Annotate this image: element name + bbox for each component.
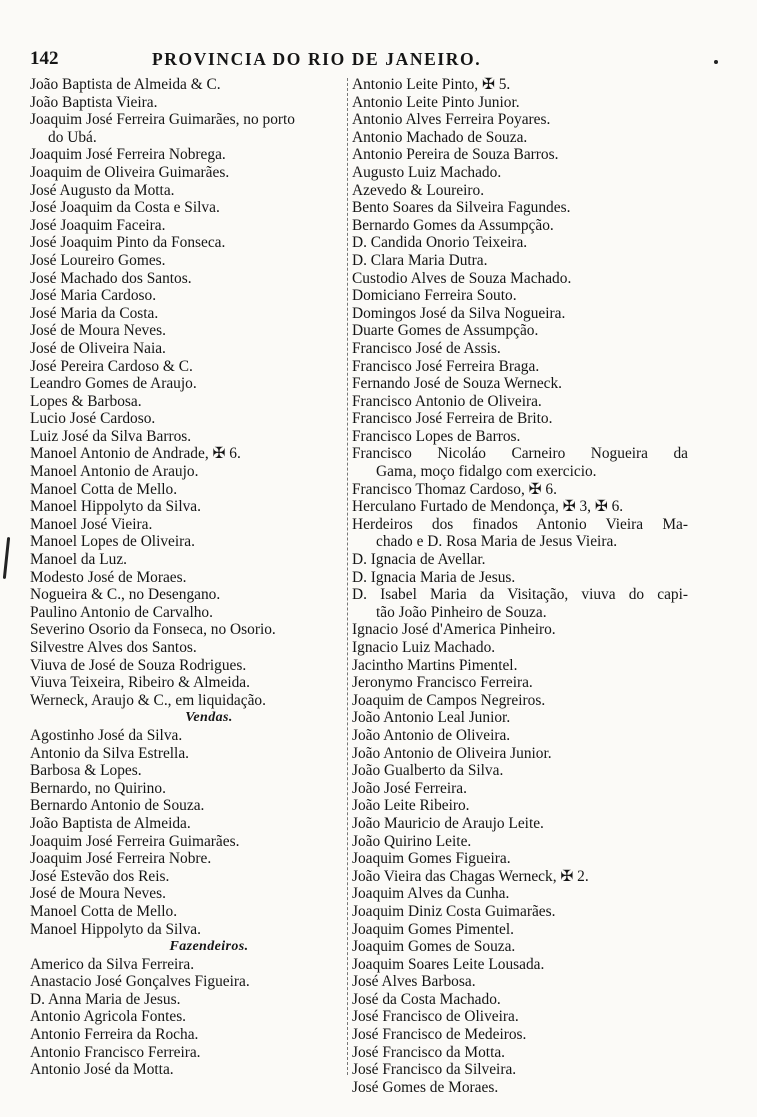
right-column bbox=[352, 76, 688, 1096]
right-column-entry: Bento Soares da Silveira Fagundes. bbox=[352, 199, 571, 217]
left-column-entry: Antonio Agricola Fontes. bbox=[30, 1008, 187, 1026]
left-column-entry: Barbosa & Lopes. bbox=[30, 762, 142, 780]
left-column-entry: José Joaquim Faceira. bbox=[30, 216, 166, 234]
left-column-entry: Agostinho José da Silva. bbox=[30, 726, 183, 744]
margin-ink-mark bbox=[3, 537, 10, 579]
left-column-entry: Paulino Antonio de Carvalho. bbox=[30, 603, 213, 621]
left-column-continuation-line: do Ubá. bbox=[48, 128, 97, 146]
left-column-entry: Manoel Hippolyto da Silva. bbox=[30, 920, 201, 938]
right-column-entry: Domiciano Ferreira Souto. bbox=[352, 287, 517, 305]
left-column-entry: Antonio da Silva Estrella. bbox=[30, 744, 190, 762]
right-column-entry: Francisco José de Assis. bbox=[352, 339, 501, 357]
left-column-entry: José de Moura Neves. bbox=[30, 322, 166, 340]
left-column-entry: João Baptista Vieira. bbox=[30, 93, 158, 111]
right-column-entry: João Leite Ribeiro. bbox=[352, 797, 470, 815]
left-column-entry: João Baptista de Almeida. bbox=[30, 814, 191, 832]
left-column-entry: José Maria Cardoso. bbox=[30, 287, 157, 305]
left-column-entry: Werneck, Araujo & C., em liquidação. bbox=[30, 691, 266, 709]
right-column-entry: Antonio Alves Ferreira Poyares. bbox=[352, 111, 551, 129]
left-column-entry: Manoel Antonio de Andrade, ✠ 6. bbox=[30, 445, 241, 463]
right-column-entry: João Vieira das Chagas Werneck, ✠ 2. bbox=[352, 867, 589, 885]
right-column-entry: José Alves Barbosa. bbox=[352, 973, 476, 991]
right-column-entry: Francisco José Ferreira de Brito. bbox=[352, 410, 553, 428]
right-column-continuation-line: chado e D. Rosa Maria de Jesus Vieira. bbox=[376, 533, 618, 551]
left-column-entry: Manoel Antonio de Araujo. bbox=[30, 463, 199, 481]
left-column-entry: Joaquim José Ferreira Guimarães, no porto bbox=[30, 111, 295, 129]
right-column-entry: José Gomes de Moraes. bbox=[352, 1078, 499, 1096]
left-column-entry: João Baptista de Almeida & C. bbox=[30, 76, 221, 93]
right-column-entry: D. Ignacia de Avellar. bbox=[352, 551, 486, 569]
right-column-entry: João José Ferreira. bbox=[352, 779, 467, 797]
right-column-entry: Joaquim Gomes de Souza. bbox=[352, 938, 516, 956]
left-column-entry: Manoel Hippolyto da Silva. bbox=[30, 498, 201, 516]
left-column-entry: José Loureiro Gomes. bbox=[30, 251, 166, 269]
left-column-entry: Manoel Cotta de Mello. bbox=[30, 480, 178, 498]
right-column-entry: Herdeiros dos finados Antonio Vieira Ma- bbox=[352, 515, 688, 533]
right-column-entry: Jacintho Martins Pimentel. bbox=[352, 656, 518, 674]
right-column-continuation-line: tão João Pinheiro de Souza. bbox=[376, 603, 547, 621]
page-number: 142 bbox=[30, 48, 59, 69]
right-column-continuation-line: Gama, moço fidalgo com exercicio. bbox=[376, 463, 597, 481]
right-column-entry: José Francisco da Motta. bbox=[352, 1043, 506, 1061]
right-column-entry: Duarte Gomes de Assumpção. bbox=[352, 322, 539, 340]
left-column-entry: Joaquim José Ferreira Guimarães. bbox=[30, 832, 240, 850]
right-column-entry: José Francisco de Medeiros. bbox=[352, 1026, 527, 1044]
left-column-entry: Bernardo, no Quirino. bbox=[30, 779, 166, 797]
right-column-entry: João Antonio de Oliveira Junior. bbox=[352, 744, 552, 762]
left-column-entry: Joaquim de Oliveira Guimarães. bbox=[30, 163, 230, 181]
left-column-entry: José Joaquim da Costa e Silva. bbox=[30, 199, 220, 217]
left-column-entry: José de Moura Neves. bbox=[30, 885, 166, 903]
left-column-entry: Severino Osorio da Fonseca, no Osorio. bbox=[30, 621, 276, 639]
left-column-entry: Bernardo Antonio de Souza. bbox=[30, 797, 205, 815]
right-column-entry: João Antonio de Oliveira. bbox=[352, 726, 511, 744]
left-column-entry: D. Anna Maria de Jesus. bbox=[30, 990, 181, 1008]
left-column-entry: Leandro Gomes de Araujo. bbox=[30, 375, 197, 393]
left-column bbox=[30, 76, 348, 1079]
right-column-entry: Antonio Pereira de Souza Barros. bbox=[352, 146, 559, 164]
left-column-entry: Manoel Lopes de Oliveira. bbox=[30, 533, 195, 551]
right-column-entry: Joaquim Diniz Costa Guimarães. bbox=[352, 902, 556, 920]
left-column-entry: José Pereira Cardoso & C. bbox=[30, 357, 193, 375]
right-column-entry: José Francisco da Silveira. bbox=[352, 1061, 517, 1079]
right-column-entry: Domingos José da Silva Nogueira. bbox=[352, 304, 566, 322]
right-column-entry: Ignacio José d'America Pinheiro. bbox=[352, 621, 556, 639]
left-column-entry: Lucio José Cardoso. bbox=[30, 410, 156, 428]
left-column-entry: Joaquim José Ferreira Nobrega. bbox=[30, 146, 226, 164]
right-column-entry: Antonio Leite Pinto Junior. bbox=[352, 93, 520, 111]
right-column-entry: D. Candida Onorio Teixeira. bbox=[352, 234, 528, 252]
left-column-entry: Manoel da Luz. bbox=[30, 551, 128, 569]
right-column-entry: Jeronymo Francisco Ferreira. bbox=[352, 674, 533, 692]
left-column-entry: Viuva de José de Souza Rodrigues. bbox=[30, 656, 247, 674]
left-column-entry: José Estevão dos Reis. bbox=[30, 867, 170, 885]
left-column-entry: Antonio Ferreira da Rocha. bbox=[30, 1026, 199, 1044]
right-column-entry: Joaquim Gomes Figueira. bbox=[352, 850, 511, 868]
column-divider bbox=[347, 78, 348, 1075]
right-column-entry: D. Ignacia Maria de Jesus. bbox=[352, 568, 516, 586]
right-column-entry: Azevedo & Loureiro. bbox=[352, 181, 485, 199]
right-column-entry: José da Costa Machado. bbox=[352, 990, 501, 1008]
right-column-entry: Francisco Thomaz Cardoso, ✠ 6. bbox=[352, 480, 557, 498]
right-column-entry: Ignacio Luiz Machado. bbox=[352, 639, 496, 656]
right-column-entry: Joaquim Alves da Cunha. bbox=[352, 885, 510, 903]
right-column-entry: Antonio Machado de Souza. bbox=[352, 128, 528, 146]
right-column-entry: Augusto Luiz Machado. bbox=[352, 163, 502, 181]
right-column-entry: João Quirino Leite. bbox=[352, 832, 472, 850]
right-column-entry: João Mauricio de Araujo Leite. bbox=[352, 814, 544, 832]
right-column-entry: José Francisco de Oliveira. bbox=[352, 1008, 519, 1026]
ink-dot bbox=[714, 60, 718, 64]
left-column-entry: Viuva Teixeira, Ribeiro & Almeida. bbox=[30, 674, 250, 692]
right-column-entry: Bernardo Gomes da Assumpção. bbox=[352, 216, 554, 234]
left-column-entry: José Maria da Costa. bbox=[30, 304, 159, 322]
right-column-entry: Francisco Nicoláo Carneiro Nogueira da bbox=[352, 445, 688, 463]
right-column-entry: D. Clara Maria Dutra. bbox=[352, 251, 488, 269]
right-column-entry: D. Isabel Maria da Visitação, viuva do capi- bbox=[352, 586, 688, 604]
right-column-entry: Joaquim Soares Leite Lousada. bbox=[352, 955, 545, 973]
left-column-entry: José Joaquim Pinto da Fonseca. bbox=[30, 234, 226, 252]
running-title: PROVINCIA DO RIO DE JANEIRO. bbox=[152, 49, 482, 69]
left-column-entry: Americo da Silva Ferreira. bbox=[30, 955, 195, 973]
section-heading: Vendas. bbox=[185, 710, 233, 726]
left-column-entry: Lopes & Barbosa. bbox=[30, 392, 142, 410]
right-column-entry: Francisco José Ferreira Braga. bbox=[352, 357, 540, 375]
right-column-entry: Joaquim Gomes Pimentel. bbox=[352, 920, 515, 938]
left-column-entry: Nogueira & C., no Desengano. bbox=[30, 586, 221, 604]
right-column-entry: Custodio Alves de Souza Machado. bbox=[352, 269, 572, 287]
left-column-entry: Luiz José da Silva Barros. bbox=[30, 427, 192, 445]
left-column-entry: José de Oliveira Naia. bbox=[30, 339, 166, 357]
section-heading: Fazendeiros. bbox=[169, 939, 249, 955]
left-column-entry: Joaquim José Ferreira Nobre. bbox=[30, 850, 212, 868]
left-column-entry: Silvestre Alves dos Santos. bbox=[30, 639, 197, 656]
left-column-entry: José Machado dos Santos. bbox=[30, 269, 192, 287]
left-column-entry: Antonio Francisco Ferreira. bbox=[30, 1043, 201, 1061]
right-column-entry: João Antonio Leal Junior. bbox=[352, 709, 511, 727]
page-header bbox=[30, 48, 720, 72]
left-column-entry: Manoel Cotta de Mello. bbox=[30, 902, 178, 920]
right-column-entry: Fernando José de Souza Werneck. bbox=[352, 375, 563, 393]
left-column-entry: Anastacio José Gonçalves Figueira. bbox=[30, 973, 250, 991]
left-column-entry: Manoel José Vieira. bbox=[30, 515, 153, 533]
right-column-entry: Francisco Lopes de Barros. bbox=[352, 427, 521, 445]
right-column-entry: Francisco Antonio de Oliveira. bbox=[352, 392, 542, 410]
right-column-entry: Joaquim de Campos Negreiros. bbox=[352, 691, 546, 709]
right-column-entry: João Gualberto da Silva. bbox=[352, 762, 504, 780]
right-column-entry: Herculano Furtado de Mendonça, ✠ 3, ✠ 6. bbox=[352, 498, 624, 516]
right-column-entry: Antonio Leite Pinto, ✠ 5. bbox=[352, 76, 511, 93]
left-column-entry: Antonio José da Motta. bbox=[30, 1061, 174, 1079]
left-column-entry: Modesto José de Moraes. bbox=[30, 568, 187, 586]
left-column-entry: José Augusto da Motta. bbox=[30, 181, 175, 199]
